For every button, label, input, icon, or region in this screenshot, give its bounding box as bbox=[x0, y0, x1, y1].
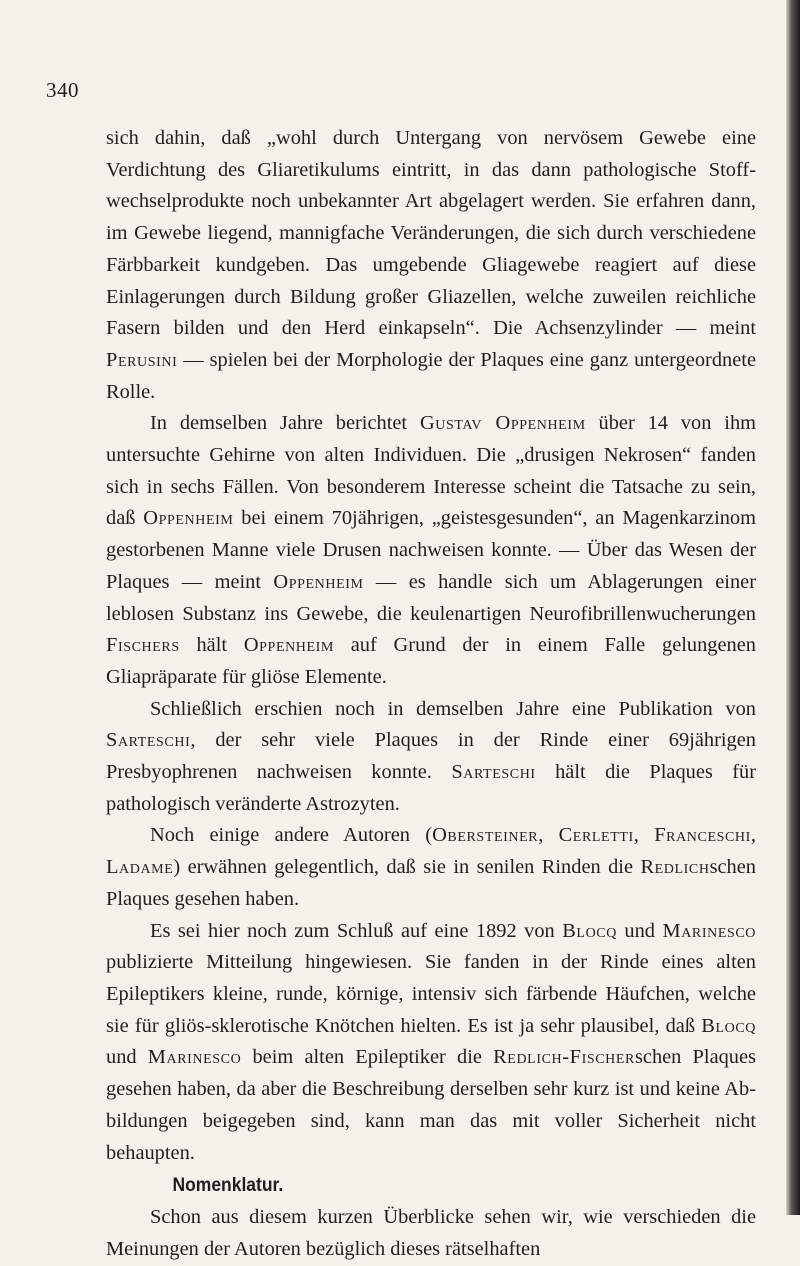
paragraph-6: Schon aus diesem kurzen Überblicke sehen wir, wie verschieden die Meinungen der Autoren bezüglich dieses rätselhaften bbox=[106, 1206, 756, 1260]
author-name: Marinesco bbox=[147, 1046, 242, 1069]
paragraph-2: In demselben Jahre berichtet Gustav Oppenheim über 14 von ihm untersuchte Gehirne von alten Individuen. Die „drusigen Nekrosen“ fanden sich in sechs Fällen. Von besonderem Interesse scheint die Tatsache zu sein, daß Oppenheim bei einem 70jährigen, „geistesgesunden“, an Magenkarzinom gestorbenen Manne viele Drusen nachweisen konnte. — Über das Wesen der Plaques — meint Oppenheim — es handle sich um Ablagerungen einer leblosen Substanz ins Gewebe, die keulenartigen Neurofibrillenwucherungen Fischers hält Oppenheim auf Grund der in einem Falle gelungenen Gliapräparate für gliöse Elemente. bbox=[106, 412, 756, 688]
author-name: Oppenheim bbox=[243, 634, 334, 657]
author-name: Ladame bbox=[106, 856, 174, 879]
author-name: Sarteschi bbox=[106, 729, 191, 752]
author-name: Perusini bbox=[106, 348, 178, 371]
author-name: Cerletti bbox=[558, 824, 634, 847]
author-name: Sarteschi bbox=[451, 761, 536, 784]
author-name: Redlich bbox=[640, 856, 710, 879]
author-name: Blocq bbox=[701, 1014, 756, 1037]
author-name: Redlich-Fischer bbox=[493, 1046, 635, 1069]
page-number: 340 bbox=[46, 78, 79, 102]
paragraph-3: Schließlich erschien noch in demselben Jahre eine Publikation von Sarteschi, der sehr viele Plaques in der Rinde einer 69jährigen Presbyophrenen nachweisen konnte. Sarteschi hält die Plaques für pathologisch veränderte Astrozyten. bbox=[106, 697, 756, 815]
paragraph-1: sich dahin, daß „wohl durch Untergang von nervösem Gewebe eine Verdichtung des Gliaretikulums eintritt, in das dann pathologische Stoffwechselprodukte noch unbekannter Art abgelagert werden. Sie erfahren dann, im Gewebe liegend, mannigfache Veränderungen, die sich durch verschiedene Färbbarkeit kundgeben. Das umgebende Gliagewebe reagiert auf diese Einlagerungen durch Bildung großer Gliazellen, welche zuweilen reichliche Fasern bilden und den Herd einkapseln“. Die Achsenzylinder — meint Perusini — spielen bei der Morphologie der Plaques eine ganz untergeordnete Rolle. bbox=[106, 127, 756, 403]
page-edge-shadow bbox=[786, 0, 800, 1215]
author-name: Oppenheim bbox=[143, 507, 234, 530]
author-name: Oppenheim bbox=[273, 570, 364, 593]
body-text bbox=[106, 123, 756, 1266]
author-name: Marinesco bbox=[662, 919, 757, 942]
author-name: Obersteiner bbox=[432, 824, 539, 847]
section-heading: Nomenklatur. bbox=[172, 1175, 284, 1197]
author-name: Gustav Oppenheim bbox=[419, 412, 586, 435]
author-name: Fischers bbox=[106, 634, 180, 657]
paragraph-4: Noch einige andere Autoren (Obersteiner, Cerletti, Franceschi, Ladame) erwähnen gelegentlich, daß sie in senilen Rinden die Redlichschen Plaques gesehen haben. bbox=[106, 824, 756, 910]
author-name: Franceschi bbox=[654, 824, 751, 847]
author-name: Blocq bbox=[562, 919, 617, 942]
paragraph-5: Es sei hier noch zum Schluß auf eine 1892 von Blocq und Marinesco publizierte Mitteilung hingewiesen. Sie fanden in der Rinde eines alten Epileptikers kleine, runde, körnige, intensiv sich färbende Häufchen, welche sie für gliös-sklerotische Knötchen hielten. Es ist ja sehr plausibel, daß Blocq und Marinesco beim alten Epileptiker die Redlich-Fischerschen Plaques gesehen haben, da aber die Beschreibung derselben sehr kurz ist und keine Abbildungen beigegeben sind, kann man das mit voller Sicherheit nicht behaupten. bbox=[106, 919, 757, 1164]
